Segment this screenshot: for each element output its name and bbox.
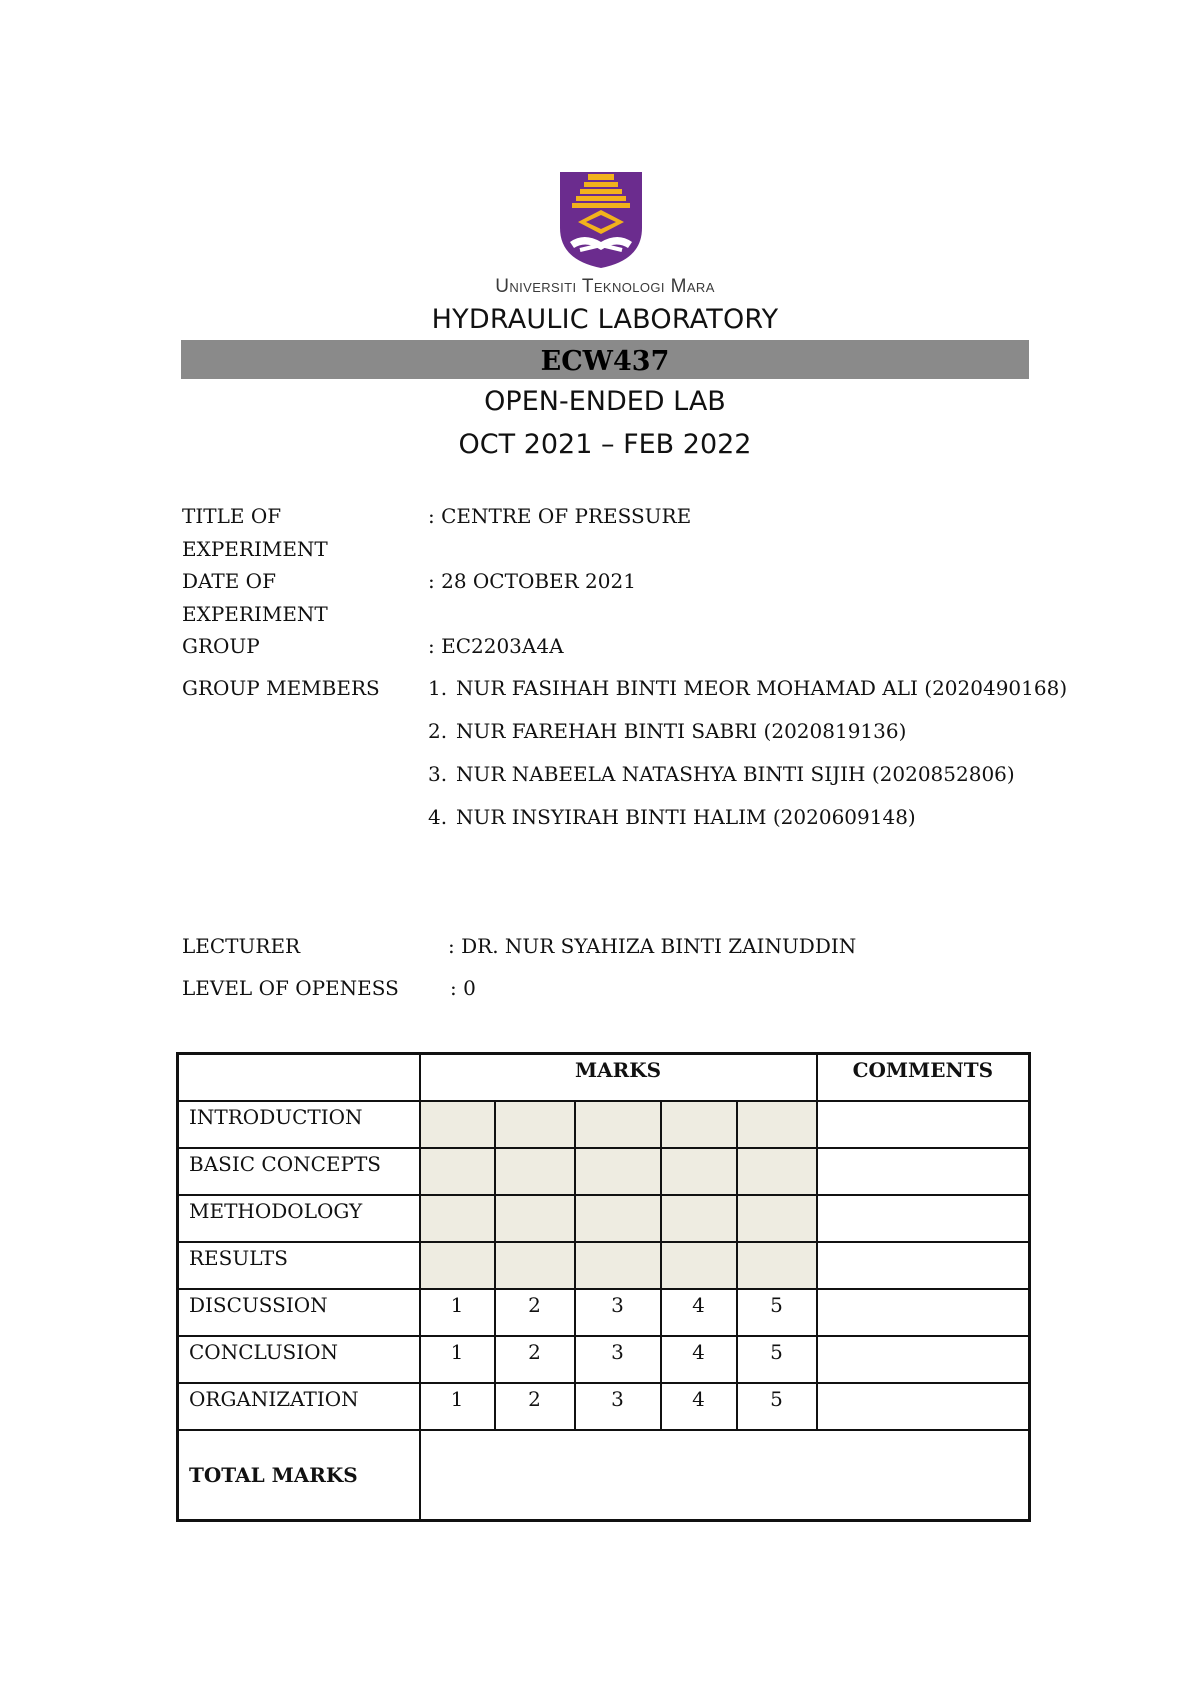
score-cell[interactable]: [661, 1148, 737, 1195]
score-cell[interactable]: 2: [495, 1383, 575, 1430]
openess-label: LEVEL OF OPENESS: [182, 976, 399, 1000]
score-cell[interactable]: 5: [737, 1289, 817, 1336]
score-cell[interactable]: 3: [575, 1336, 661, 1383]
score-cell[interactable]: 1: [420, 1289, 495, 1336]
member-number: 3.: [428, 762, 448, 786]
score-cell[interactable]: 1: [420, 1383, 495, 1430]
table-row: [178, 1101, 1030, 1148]
table-row: [178, 1383, 1030, 1430]
marks-table: [176, 1052, 1031, 1522]
member-name: NUR FASIHAH BINTI MEOR MOHAMAD ALI (2020490168): [456, 676, 1068, 700]
table-row: [178, 1195, 1030, 1242]
member-number: 2.: [428, 719, 448, 743]
score-cell[interactable]: 2: [495, 1289, 575, 1336]
table-row: [178, 1148, 1030, 1195]
score-cell[interactable]: [420, 1148, 495, 1195]
score-cell[interactable]: [495, 1148, 575, 1195]
score-cell[interactable]: [661, 1195, 737, 1242]
score-cell[interactable]: 3: [575, 1383, 661, 1430]
score-cell[interactable]: [495, 1195, 575, 1242]
member-item: [428, 672, 1067, 705]
member-item: [428, 758, 1015, 791]
score-cell[interactable]: 4: [661, 1383, 737, 1430]
member-name: NUR FAREHAH BINTI SABRI (2020819136): [456, 719, 907, 743]
university-logo: [462, 170, 748, 306]
member-item: [428, 715, 906, 748]
score-cell[interactable]: 1: [420, 1336, 495, 1383]
lecturer-value: : DR. NUR SYAHIZA BINTI ZAINUDDIN: [448, 934, 857, 958]
score-cell[interactable]: [495, 1101, 575, 1148]
lab-title: HYDRAULIC LABORATORY: [431, 304, 779, 335]
score-cell[interactable]: [737, 1242, 817, 1289]
members-label: GROUP MEMBERS: [182, 676, 380, 700]
member-number: 4.: [428, 805, 448, 829]
criterion-label: BASIC CONCEPTS: [178, 1148, 420, 1195]
course-code: ECW437: [540, 346, 670, 377]
score-cell[interactable]: [420, 1195, 495, 1242]
university-wordmark: Universiti Teknologi Mara: [495, 276, 715, 297]
member-name: NUR INSYIRAH BINTI HALIM (2020609148): [456, 805, 916, 829]
total-marks-cell[interactable]: [420, 1430, 1030, 1521]
criterion-label: METHODOLOGY: [178, 1195, 420, 1242]
comment-cell[interactable]: [817, 1336, 1030, 1383]
score-cell[interactable]: [420, 1242, 495, 1289]
comment-cell[interactable]: [817, 1148, 1030, 1195]
university-crest-icon: [558, 170, 644, 270]
member-number: 1.: [428, 676, 448, 700]
score-cell[interactable]: 5: [737, 1383, 817, 1430]
openess-value: : 0: [450, 976, 476, 1000]
session: OCT 2021 – FEB 2022: [458, 429, 752, 460]
table-row: [178, 1289, 1030, 1336]
group-label: GROUP: [182, 634, 260, 658]
marks-header: MARKS: [420, 1054, 817, 1102]
score-cell[interactable]: [575, 1101, 661, 1148]
title-value: : CENTRE OF PRESSURE: [428, 504, 692, 528]
criterion-label: INTRODUCTION: [178, 1101, 420, 1148]
comment-cell[interactable]: [817, 1289, 1030, 1336]
lecturer-label: LECTURER: [182, 934, 301, 958]
header-empty-cell: [178, 1054, 420, 1102]
criterion-label: ORGANIZATION: [178, 1383, 420, 1430]
table-header-row: [178, 1054, 1030, 1102]
score-cell[interactable]: [661, 1101, 737, 1148]
score-cell[interactable]: 2: [495, 1336, 575, 1383]
score-cell[interactable]: [737, 1148, 817, 1195]
table-row: [178, 1336, 1030, 1383]
total-row: [178, 1430, 1030, 1521]
title-label: TITLE OF EXPERIMENT: [182, 504, 328, 561]
score-cell[interactable]: 4: [661, 1289, 737, 1336]
score-cell[interactable]: [495, 1242, 575, 1289]
criterion-label: CONCLUSION: [178, 1336, 420, 1383]
member-name: NUR NABEELA NATASHYA BINTI SIJIH (2020852806): [456, 762, 1015, 786]
total-marks-label: TOTAL MARKS: [178, 1430, 420, 1521]
table-row: [178, 1242, 1030, 1289]
score-cell[interactable]: [575, 1242, 661, 1289]
comments-header: COMMENTS: [817, 1054, 1030, 1102]
criterion-label: DISCUSSION: [178, 1289, 420, 1336]
score-cell[interactable]: [661, 1242, 737, 1289]
score-cell[interactable]: 4: [661, 1336, 737, 1383]
comment-cell[interactable]: [817, 1195, 1030, 1242]
score-cell[interactable]: [575, 1148, 661, 1195]
comment-cell[interactable]: [817, 1101, 1030, 1148]
comment-cell[interactable]: [817, 1383, 1030, 1430]
date-value: : 28 OCTOBER 2021: [428, 569, 636, 593]
score-cell[interactable]: [737, 1195, 817, 1242]
score-cell[interactable]: [575, 1195, 661, 1242]
criterion-label: RESULTS: [178, 1242, 420, 1289]
score-cell[interactable]: [420, 1101, 495, 1148]
group-value: : EC2203A4A: [428, 634, 564, 658]
member-item: [428, 801, 916, 834]
comment-cell[interactable]: [817, 1242, 1030, 1289]
score-cell[interactable]: [737, 1101, 817, 1148]
score-cell[interactable]: 5: [737, 1336, 817, 1383]
lab-type: OPEN-ENDED LAB: [484, 386, 726, 417]
date-label: DATE OF EXPERIMENT: [182, 569, 328, 626]
score-cell[interactable]: 3: [575, 1289, 661, 1336]
